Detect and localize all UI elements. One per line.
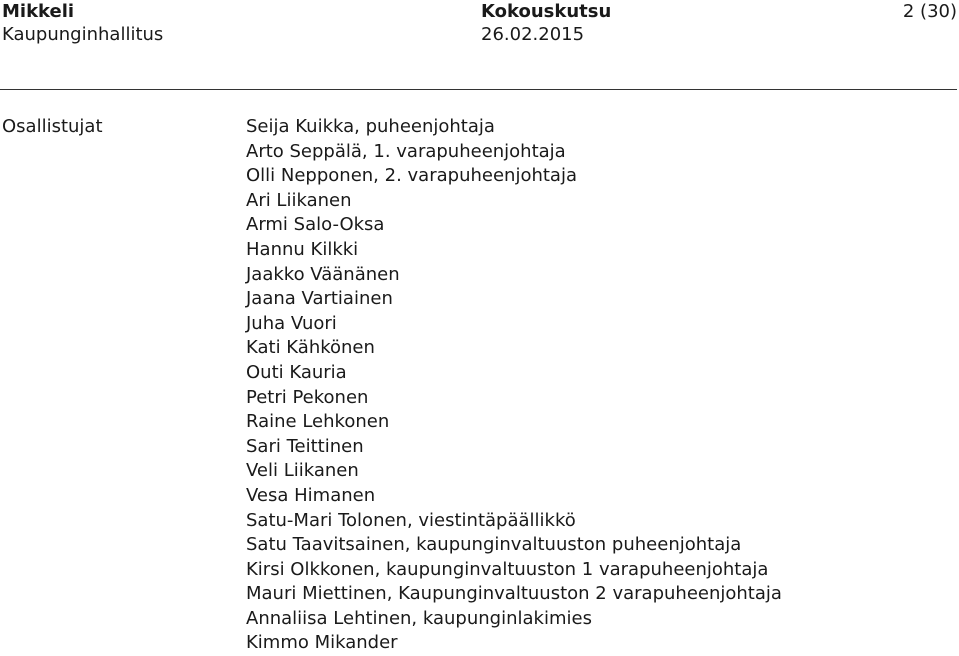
list-item: Kirsi Olkkonen, kaupunginvaltuuston 1 varapuheenjohtaja xyxy=(246,558,769,580)
list-item: Hannu Kilkki xyxy=(246,238,359,260)
list-item: Juha Vuori xyxy=(246,312,337,334)
list-item: Vesa Himanen xyxy=(246,484,376,506)
document-header xyxy=(0,0,959,90)
list-item: Kimmo Mikander xyxy=(246,632,398,654)
meeting-date: 26.02.2015 xyxy=(481,24,585,45)
list-item: Raine Lehkonen xyxy=(246,411,390,433)
page-number: 2 (30) xyxy=(902,1,957,22)
document-type: Kokouskutsu xyxy=(481,1,612,22)
list-item: Armi Salo-Oksa xyxy=(246,214,385,236)
list-item: Outi Kauria xyxy=(246,361,347,383)
list-item: Jaana Vartiainen xyxy=(246,288,393,310)
attendees-list xyxy=(246,115,782,656)
list-item: Satu-Mari Tolonen, viestintäpäällikkö xyxy=(246,509,576,531)
list-item: Veli Liikanen xyxy=(246,460,359,482)
list-item: Satu Taavitsainen, kaupunginvaltuuston puheenjohtaja xyxy=(246,534,742,556)
list-item: Olli Nepponen, 2. varapuheenjohtaja xyxy=(246,165,577,187)
governing-body: Kaupunginhallitus xyxy=(2,24,164,45)
list-item: Mauri Miettinen, Kaupunginvaltuuston 2 varapuheenjohtaja xyxy=(246,583,782,605)
list-item: Petri Pekonen xyxy=(246,386,369,408)
list-item: Seija Kuikka, puheenjohtaja xyxy=(246,116,495,137)
list-item: Arto Seppälä, 1. varapuheenjohtaja xyxy=(246,140,566,162)
list-item: Sari Teittinen xyxy=(246,435,364,457)
organization-name: Mikkeli xyxy=(2,1,75,22)
header-divider xyxy=(0,89,957,90)
list-item: Annaliisa Lehtinen, kaupunginlakimies xyxy=(246,607,592,629)
list-item: Jaakko Väänänen xyxy=(246,263,400,285)
list-item: Ari Liikanen xyxy=(246,189,352,211)
list-item: Kati Kähkönen xyxy=(246,337,375,359)
attendees-label: Osallistujat xyxy=(2,116,103,137)
